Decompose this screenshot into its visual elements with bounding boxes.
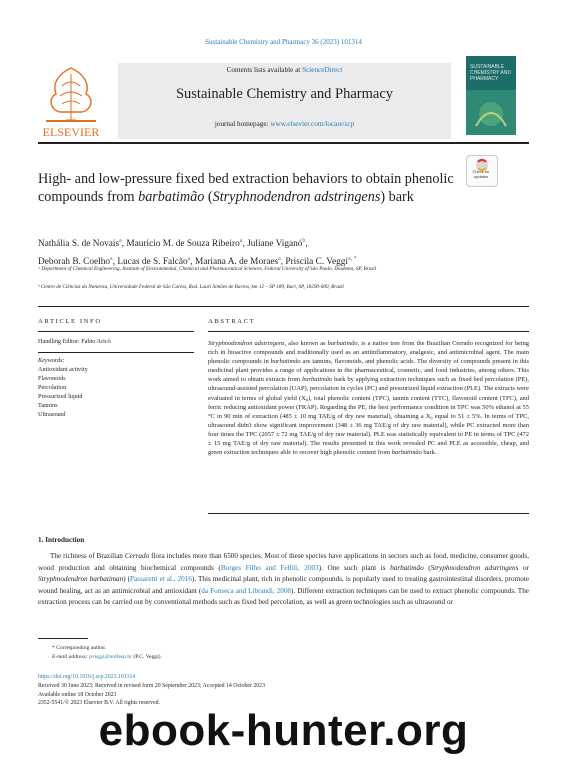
homepage-prefix: journal homepage: bbox=[214, 120, 271, 128]
author-name[interactable]: Deborah B. Coelho bbox=[38, 257, 111, 268]
author-name[interactable]: Maurício M. de Souza Ribeiro bbox=[126, 239, 240, 250]
abstract-text: bark by applying extraction techniques such as fixed bed percolation (PE), ultrasound-assisted percolation (UAP), percolation in cycles (PC) and pressurized liquid extraction (PLE). The extracts were evaluated in terms of global yield (X₀), total phenolic content (TPC), tannin content (TTC), flavonoid content (TFC), and ferric reducing antioxidant power (FRAP). Regarding the PE, the best performance condition in TPC was 50% ethanol at 55 °C in 90 min of extraction (485 ± 10 mg TAE/g of dry raw material), obtaining a X₀ equal to 51 ± 5%. In terms of TPC, ultrasound didn't show significant improvement (348 ± 36 mg TAE/g of dry raw material), while PC extracted more than four times the TPC (2057 ± 72 mg TAE/g of dry raw material). PLE was statistically equivalent to PE in terms of TPC (472 ± 15 mg TAE/g of dry raw material). The results presented in this work revealed PC and PLE as accessible, cheap, and green extraction techniques able to recover high phenolic content from bbox=[208, 376, 529, 457]
author-separator: , bbox=[305, 239, 308, 250]
homepage-link[interactable]: www.elsevier.com/locate/scp bbox=[270, 120, 355, 128]
article-title bbox=[38, 170, 458, 206]
author-separator: , bbox=[190, 257, 195, 268]
intro-text: ). Different extraction techniques can be used to extract phenolic compounds. The extraction process can be carried out by conventional methods such as fixed bed percolation, as well as green technologies such as ultrasound or bbox=[38, 586, 529, 606]
homepage-line bbox=[118, 120, 451, 128]
available-online: Available online 18 October 2023 bbox=[38, 692, 117, 698]
abstract-italic: barbatimão bbox=[302, 376, 333, 384]
abstract-bottom-rule bbox=[208, 513, 529, 514]
keyword-item: Pressurized liquid bbox=[38, 393, 83, 400]
abstract-italic: barbatimão bbox=[270, 358, 301, 366]
intro-italic: Cerrado bbox=[124, 552, 150, 560]
contents-line bbox=[118, 66, 451, 74]
email-footnote bbox=[52, 654, 162, 660]
intro-text: ). This medicinal plant, rich in phenolic compounds, is popularly used to treating gastrointestinal disorders, promote wound healing, act as an antimicrobial and antioxidant ( bbox=[38, 575, 530, 595]
author-affiliation-mark[interactable]: a bbox=[239, 238, 243, 244]
intro-text: ( bbox=[423, 563, 431, 572]
email-label: E-mail address: bbox=[52, 654, 90, 660]
abstract-text: , also known as bbox=[284, 340, 328, 347]
check-for-updates-label: Check for updates bbox=[472, 169, 490, 179]
keyword-item: Flavonoids bbox=[38, 375, 66, 382]
citation-link[interactable]: da Fonseca and Librandi, 2008 bbox=[201, 586, 292, 595]
intro-italic: barbatimão bbox=[390, 563, 424, 572]
citation-link[interactable]: Passaretti et al., 2016 bbox=[130, 575, 192, 583]
introduction-paragraph bbox=[38, 551, 529, 609]
journal-title: Sustainable Chemistry and Pharmacy bbox=[175, 86, 394, 102]
copyright-line: 2352-5541/© 2023 Elsevier B.V. All rights reserved. bbox=[38, 700, 160, 706]
intro-text: ). One such plant is bbox=[318, 563, 391, 572]
author-affiliation-mark[interactable]: a bbox=[110, 256, 113, 263]
author-name[interactable]: Lucas de S. Falcão bbox=[117, 257, 188, 268]
keyword-list bbox=[38, 365, 88, 419]
keywords-heading: Keywords: bbox=[38, 357, 65, 364]
intro-italic: Stryphnodendron adstringens bbox=[430, 563, 519, 572]
intro-text: The richness of Brazilian bbox=[50, 552, 125, 560]
author-name[interactable]: Nathália S. de Novais bbox=[38, 239, 120, 250]
author-name[interactable]: Priscila C. Veggi bbox=[285, 257, 348, 268]
abstract-species: Stryphnodendron adstringens bbox=[208, 340, 285, 347]
watermark-text: ebook-hunter.org bbox=[98, 706, 469, 755]
doi-link[interactable]: https://doi.org/10.1016/j.scp.2023.101314 bbox=[38, 674, 136, 680]
email-link[interactable]: pveggi@unifesp.br bbox=[89, 654, 132, 660]
footnote-rule bbox=[38, 638, 88, 639]
keyword-item: Antioxidant activity bbox=[38, 366, 88, 373]
author-affiliation-mark[interactable]: a bbox=[278, 256, 281, 263]
keywords-rule bbox=[38, 352, 194, 353]
abstract-rule bbox=[208, 331, 529, 332]
author-affiliation-mark[interactable]: a bbox=[119, 238, 122, 244]
abstract-text: , is a native tree from the Brazilian Cerrado recognized for being rich in bioactive compounds and traditionally used as an antiinflammatory, analgesic, and antimicrobial agent. The main phenolic compounds in bbox=[208, 340, 530, 366]
author-separator: , bbox=[112, 257, 118, 268]
author-separator: , bbox=[242, 239, 248, 250]
journal-reference[interactable]: Sustainable Chemistry and Pharmacy 36 (2023) 101314 bbox=[205, 38, 362, 46]
title-text-1: High- and low-pressure fixed bed extraction behaviors to obtain phenolic compounds from bbox=[38, 171, 454, 205]
title-italic-2: Stryphnodendron adstringens bbox=[212, 189, 381, 205]
abstract-body bbox=[208, 339, 529, 457]
author-separator: , bbox=[121, 239, 127, 250]
contents-prefix: Contents lists available at bbox=[226, 66, 303, 74]
author-name[interactable]: Juliane Viganó bbox=[247, 239, 303, 250]
elsevier-logo bbox=[38, 60, 104, 140]
author-separator: , bbox=[280, 257, 286, 268]
abstract-italic: barbatimão bbox=[391, 449, 422, 457]
introduction-heading: 1. Introduction bbox=[38, 536, 85, 544]
section-divider bbox=[38, 306, 529, 307]
handling-editor: Handling Editor: Fabio Aricò bbox=[38, 338, 111, 345]
header-divider bbox=[38, 142, 529, 144]
intro-text: or bbox=[518, 563, 530, 572]
title-italic-1: barbatimão bbox=[138, 189, 205, 205]
received-dates: Received 30 June 2023; Received in revised form 20 September 2023; Accepted 14 October 2023 bbox=[38, 683, 265, 689]
article-info-heading: ARTICLE INFO bbox=[38, 318, 102, 325]
keyword-item: Percolation bbox=[38, 384, 67, 391]
article-info-rule bbox=[38, 331, 194, 332]
intro-text: flora includes more than 6500 species. Most of these species have applications in sectors such as food, medicine, consumer goods, wood production and obtaining biochemical compounds ( bbox=[38, 552, 529, 572]
sciencedirect-link[interactable]: ScienceDirect bbox=[302, 66, 343, 74]
author-list bbox=[38, 234, 528, 270]
keyword-item: Tannins bbox=[38, 402, 58, 409]
author-affiliation-mark[interactable]: a bbox=[187, 256, 191, 263]
author-affiliation-mark[interactable]: b bbox=[302, 238, 306, 244]
author-name[interactable]: Mariana A. de Moraes bbox=[194, 257, 279, 268]
affiliation-b: ᵇ Centro de Ciências da Natureza, Universidade Federal de São Carlos, Rod. Lauri Simões de Barros, km 12 – SP 189, Buri, SP, 18290-000, Brazil bbox=[38, 284, 344, 290]
author-affiliation-mark[interactable]: a, * bbox=[348, 256, 357, 263]
cover-title: SUSTAINABLE CHEMISTRY AND PHARMACY bbox=[470, 64, 511, 82]
intro-text: ) ( bbox=[123, 575, 131, 583]
keyword-item: Ultrasound bbox=[38, 411, 66, 418]
intro-italic: Stryphnodendron barbatiman bbox=[38, 575, 124, 583]
email-suffix: (P.C. Veggi). bbox=[132, 654, 162, 660]
abstract-heading: ABSTRACT bbox=[208, 318, 256, 325]
elsevier-wordmark: ELSEVIER bbox=[42, 125, 100, 139]
citation-link[interactable]: Borges Filho and Felfili, 2003 bbox=[220, 563, 319, 572]
abstract-italic: barbatimão bbox=[327, 340, 358, 347]
title-text-3: ) bark bbox=[380, 189, 414, 205]
abstract-text: bark. bbox=[421, 449, 437, 457]
affiliation-a: ᵃ Department of Chemical Engineering, Institute of Environmental, Chemical and Pharmaceutical Sciences, Federal University of São Paulo, Diadema, SP, Brazil bbox=[38, 266, 377, 272]
corresponding-author-note: * Corresponding author. bbox=[52, 645, 107, 651]
abstract-text: are tannins, flavonoids, and phenolic acids. The diversity of compounds present in this medicinal plant provides a range of applications in the pharmaceutical, cosmetic, and food industries, among others. This work aimed to obtain extracts from bbox=[208, 358, 529, 384]
title-text-2: ( bbox=[204, 189, 213, 205]
